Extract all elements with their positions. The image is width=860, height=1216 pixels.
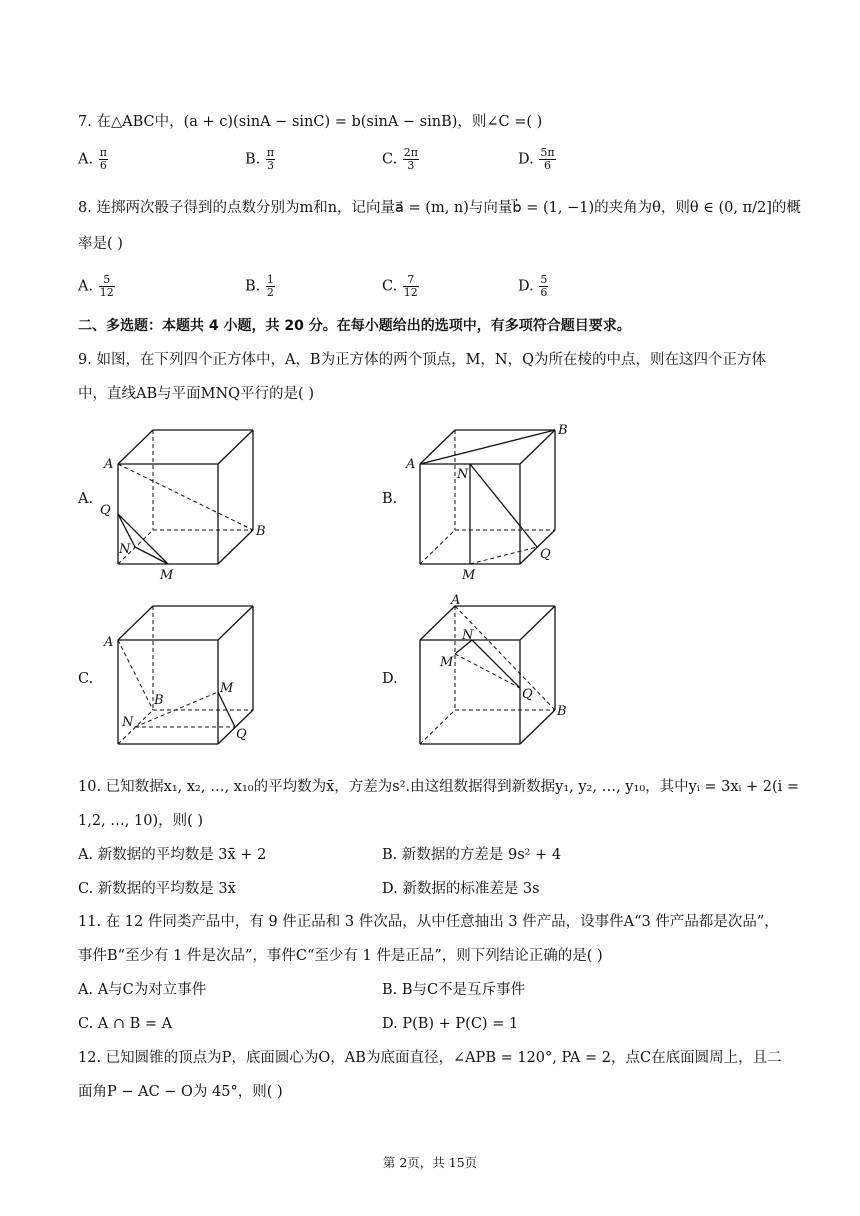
- q12-stem-line1: 12. 已知圆锥的顶点为P，底面圆心为O，AB为底面直径，∠APB = 120°, PA = 2，点C在底面圆周上，且二: [78, 1050, 782, 1066]
- option-label: D.: [518, 278, 534, 295]
- option-label: B.: [245, 151, 261, 168]
- option-label: C.: [382, 278, 398, 295]
- q7-option-d: [518, 147, 557, 172]
- q12-stem-line2: 面角P − AC − O为 45°，则( ): [78, 1084, 283, 1100]
- cube-figure-a: [98, 422, 278, 582]
- option-label: A.: [78, 151, 94, 168]
- point-label: Q: [236, 727, 247, 742]
- point-label: M: [462, 568, 476, 582]
- section-heading: 二、多选题：本题共 4 小题，共 20 分。在每小题给出的选项中，有多项符合题目要求。: [78, 318, 631, 334]
- q10-option-a: A. 新数据的平均数是 3x̄ + 2: [78, 847, 267, 863]
- q8-option-c: [382, 274, 420, 299]
- point-label: B: [154, 693, 164, 708]
- fraction: $\frac{2\pi}{3}$: [403, 146, 419, 172]
- q11-stem-line2: 事件B“至少有 1 件是次品”，事件C“至少有 1 件是正品”，则下列结论正确的是( ): [78, 948, 603, 964]
- point-label: N: [457, 467, 469, 482]
- fraction: $\frac{\pi}{6}$: [99, 146, 107, 172]
- point-label: A: [104, 457, 114, 472]
- q9-stem-line2: 中，直线AB与平面MNQ平行的是( ): [78, 386, 314, 402]
- q9-stem-line1: 9. 如图，在下列四个正方体中，A，B为正方体的两个顶点，M，N，Q为所在棱的中点，则在这四个正方体: [78, 352, 766, 368]
- q10-option-c: C. 新数据的平均数是 3x̄: [78, 881, 236, 897]
- point-label: B: [558, 423, 568, 438]
- figure-b-label: B.: [382, 491, 398, 507]
- fraction: $\frac{7}{12}$: [403, 273, 418, 299]
- q7-option-a: [78, 147, 109, 172]
- fraction: $\frac{5}{6}$: [540, 273, 548, 299]
- cube-figure-c: [98, 598, 278, 758]
- q10-stem-line1: 10. 已知数据x₁, x₂, …, x₁₀的平均数为x̄，方差为s².由这组数据得到新数据y₁, y₂, …, y₁₀，其中yᵢ = 3xᵢ + 2(i =: [78, 779, 800, 795]
- q8-option-b: [245, 274, 276, 299]
- q7-option-b: [245, 147, 276, 172]
- fraction: $\frac{1}{2}$: [266, 273, 274, 299]
- point-label: A: [104, 635, 114, 650]
- point-label: N: [462, 628, 474, 643]
- q10-option-b: B. 新数据的方差是 9s² + 4: [382, 847, 562, 863]
- figure-c-label: C.: [78, 671, 94, 687]
- cube-figure-b: [400, 422, 580, 582]
- q11-stem-line1: 11. 在 12 件同类产品中，有 9 件正品和 3 件次品，从中任意抽出 3 件产品，设事件A“3 件产品都是次品”，: [78, 914, 779, 930]
- q8-option-d: [518, 274, 549, 299]
- option-label: C.: [382, 151, 398, 168]
- point-label: M: [160, 568, 174, 582]
- option-label: D.: [518, 151, 534, 168]
- point-label: Q: [522, 687, 533, 702]
- point-label: B: [557, 704, 567, 719]
- option-label: A.: [78, 278, 94, 295]
- point-label: B: [256, 524, 266, 539]
- q11-option-b: B. B与C不是互斥事件: [382, 982, 526, 998]
- q10-option-d: D. 新数据的标准差是 3s: [382, 881, 540, 897]
- page-footer: 第 2页，共 15页: [382, 1155, 478, 1170]
- q11-option-d: D. P(B) + P(C) = 1: [382, 1016, 519, 1032]
- fraction: $\frac{5\pi}{6}$: [540, 146, 555, 172]
- q8-option-a: [78, 274, 116, 299]
- figure-a-label: A.: [78, 491, 94, 507]
- q8-stem-line1: 8. 连掷两次骰子得到的点数分别为m和n，记向量a⃗ = (m, n)与向量b⃗ = (1, −1)的夹角为θ，则θ ∈ (0, π/2]的概: [78, 200, 801, 216]
- point-label: A: [451, 593, 461, 608]
- q8-stem-line2: 率是( ): [78, 236, 123, 252]
- point-label: Q: [100, 503, 111, 518]
- figure-d-label: D.: [382, 671, 398, 687]
- q7-stem: 7. 在△ABC中，(a + c)(sinA − sinC) = b(sinA − sinB)，则∠C =( ): [78, 114, 543, 130]
- point-label: M: [440, 655, 454, 670]
- point-label: N: [122, 715, 134, 730]
- point-label: A: [406, 457, 416, 472]
- cube-figure-d: [400, 592, 580, 752]
- fraction: $\frac{\pi}{3}$: [266, 146, 275, 172]
- q10-stem-line2: 1,2, …, 10)，则( ): [78, 813, 204, 829]
- q11-option-a: A. A与C为对立事件: [78, 982, 207, 998]
- fraction: $\frac{5}{12}$: [99, 273, 114, 299]
- point-label: N: [119, 542, 131, 557]
- q11-option-c: C. A ∩ B = A: [78, 1016, 173, 1032]
- option-label: B.: [245, 278, 261, 295]
- point-label: Q: [540, 547, 551, 562]
- point-label: M: [220, 681, 234, 696]
- q7-option-c: [382, 147, 420, 172]
